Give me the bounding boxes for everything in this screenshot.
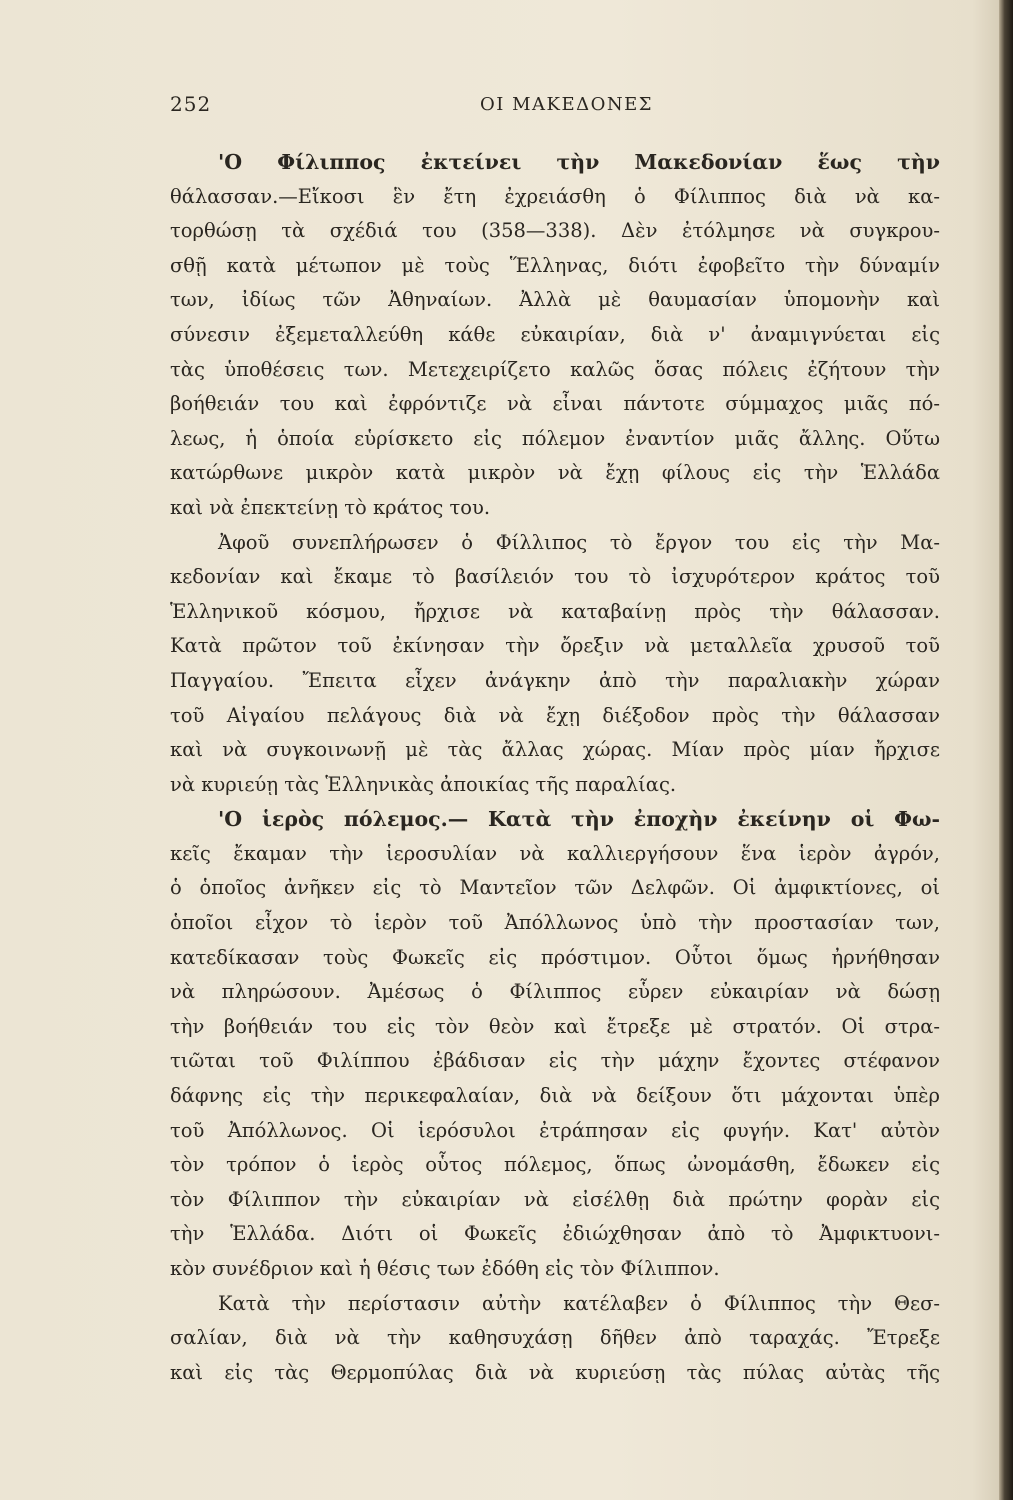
text-line: καὶ νὰ ἐπεκτείνῃ τὸ κράτος του. [170, 495, 491, 519]
text-line: Ἀφοῦ συνεπλήρωσεν ὁ Φίλλιπος τὸ ἔργον του εἰς τὴν Μα- [218, 530, 940, 554]
text-line: καὶ νὰ συγκοινωνῇ μὲ τὰς ἄλλας χώρας. Μίαν πρὸς μίαν ἤρχισε [170, 738, 940, 762]
text-line: των, ἰδίως τῶν Ἀθηναίων. Ἀλλὰ μὲ θαυμασίαν ὑπομονὴν καὶ [170, 288, 940, 312]
text-line: καὶ εἰς τὰς Θερμοπύλας διὰ νὰ κυριεύσῃ τὰς πύλας αὐτὰς τῆς [170, 1360, 940, 1384]
text-line: τιῶται τοῦ Φιλίππου ἐβάδισαν εἰς τὴν μάχην ἔχοντες στέφανον [170, 1049, 940, 1073]
text-line: σαλίαν, διὰ νὰ τὴν καθησυχάσῃ δῆθεν ἀπὸ ταραχάς. Ἔτρεξε [170, 1326, 940, 1350]
page-edge [999, 0, 1013, 1500]
text-line: Παγγαίου. Ἔπειτα εἶχεν ἀνάγκην ἀπὸ τὴν παραλιακὴν χώραν [170, 668, 940, 692]
text-line: ὁποῖοι εἶχον τὸ ἱερὸν τοῦ Ἀπόλλωνος ὑπὸ τὴν προστασίαν των, [170, 911, 940, 935]
text-line: Κατὰ πρῶτον τοῦ ἐκίνησαν τὴν ὄρεξιν νὰ μεταλλεῖα χρυσοῦ τοῦ [170, 634, 940, 658]
body-text [170, 145, 940, 1390]
text-line: δάφνης εἰς τὴν περικεφαλαίαν, διὰ νὰ δείξουν ὅτι μάχονται ὑπὲρ [170, 1084, 940, 1108]
text-line: σύνεσιν ἐξεμεταλλεύθη κάθε εὐκαιρίαν, διὰ ν' ἀναμιγνύεται εἰς [170, 322, 940, 346]
text-line: τὴν βοήθειάν του εἰς τὸν θεὸν καὶ ἔτρεξε μὲ στρατόν. Οἱ στρα- [170, 1014, 940, 1038]
text-line: κεδονίαν καὶ ἔκαμε τὸ βασίλειόν του τὸ ἰσχυρότερον κράτος τοῦ [170, 565, 940, 589]
text-line: νὰ κυριεύῃ τὰς Ἑλληνικὰς ἀποικίας τῆς παραλίας. [170, 772, 677, 796]
text-line: τοῦ Αἰγαίου πελάγους διὰ νὰ ἔχῃ διέξοδον πρὸς τὴν θάλασσαν [170, 703, 940, 727]
text-line: Κατὰ τὴν περίστασιν αὐτὴν κατέλαβεν ὁ Φίλιππος τὴν Θεσ- [218, 1291, 940, 1315]
section-heading-line: 'Ο ἱερὸς πόλεμος.— Κατὰ τὴν ἐποχὴν ἐκείνην οἱ Φω- [218, 807, 940, 832]
text-line: βοήθειάν του καὶ ἐφρόντιζε νὰ εἶναι πάντοτε σύμμαχος μιᾶς πό- [170, 392, 940, 416]
text-line: κατεδίκασαν τοὺς Φωκεῖς εἰς πρόστιμον. Οὗτοι ὅμως ἠρνήθησαν [170, 945, 940, 969]
text-line: τοῦ Ἀπόλλωνος. Οἱ ἱερόσυλοι ἐτράπησαν εἰς φυγήν. Κατ' αὐτὸν [170, 1118, 940, 1142]
text-line: θάλασσαν.—Εἴκοσι ἓν ἔτη ἐχρειάσθη ὁ Φίλιππος διὰ νὰ κα- [170, 184, 940, 208]
page-number: 252 [170, 92, 212, 116]
text-line: νὰ πληρώσουν. Ἀμέσως ὁ Φίλιππος εὗρεν εὐκαιρίαν νὰ δώσῃ [170, 980, 940, 1004]
text-line: ὁ ὁποῖος ἀνῆκεν εἰς τὸ Μαντεῖον τῶν Δελφῶν. Οἱ ἀμφικτίονες, οἱ [170, 876, 940, 900]
running-head: ΟΙ ΜΑΚΕΔΟΝΕΣ [480, 94, 653, 115]
text-line: σθῇ κατὰ μέτωπον μὲ τοὺς Ἕλληνας, διότι ἐφοβεῖτο τὴν δύναμίν [170, 253, 940, 277]
text-line: κὸν συνέδριον καὶ ἡ θέσις των ἐδόθη εἰς τὸν Φίλιππον. [170, 1257, 720, 1280]
text-line: κεῖς ἔκαμαν τὴν ἱεροσυλίαν νὰ καλλιεργήσουν ἕνα ἱερὸν ἀγρόν, [170, 841, 940, 865]
text-line: λεως, ἡ ὁποία εὑρίσκετο εἰς πόλεμον ἐναντίον μιᾶς ἄλλης. Οὕτω [170, 426, 940, 450]
text-line: Ἑλληνικοῦ κόσμου, ἤρχισε νὰ καταβαίνῃ πρὸς τὴν θάλασσαν. [170, 599, 940, 623]
text-line: τὰς ὑποθέσεις των. Μετεχειρίζετο καλῶς ὅσας πόλεις ἐζήτουν τὴν [170, 357, 940, 381]
text-line: τὸν Φίλιππον τὴν εὐκαιρίαν νὰ εἰσέλθῃ διὰ πρώτην φορὰν εἰς [170, 1187, 940, 1211]
section-heading-line: 'Ο Φίλιππος ἐκτείνει τὴν Μακεδονίαν ἕως τὴν [218, 150, 940, 174]
text-line: τὸν τρόπον ὁ ἱερὸς οὗτος πόλεμος, ὅπως ὠνομάσθη, ἔδωκεν εἰς [170, 1153, 940, 1177]
text-line: τὴν Ἑλλάδα. Διότι οἱ Φωκεῖς ἐδιώχθησαν ἀπὸ τὸ Ἀμφικτυονι- [170, 1222, 940, 1246]
text-line: τορθώσῃ τὰ σχέδιά του (358—338). Δὲν ἐτόλμησε νὰ συγκρου- [170, 219, 940, 243]
page-header [170, 92, 940, 122]
text-line: κατώρθωνε μικρὸν κατὰ μικρὸν νὰ ἔχῃ φίλους εἰς τὴν Ἑλλάδα [170, 461, 940, 485]
